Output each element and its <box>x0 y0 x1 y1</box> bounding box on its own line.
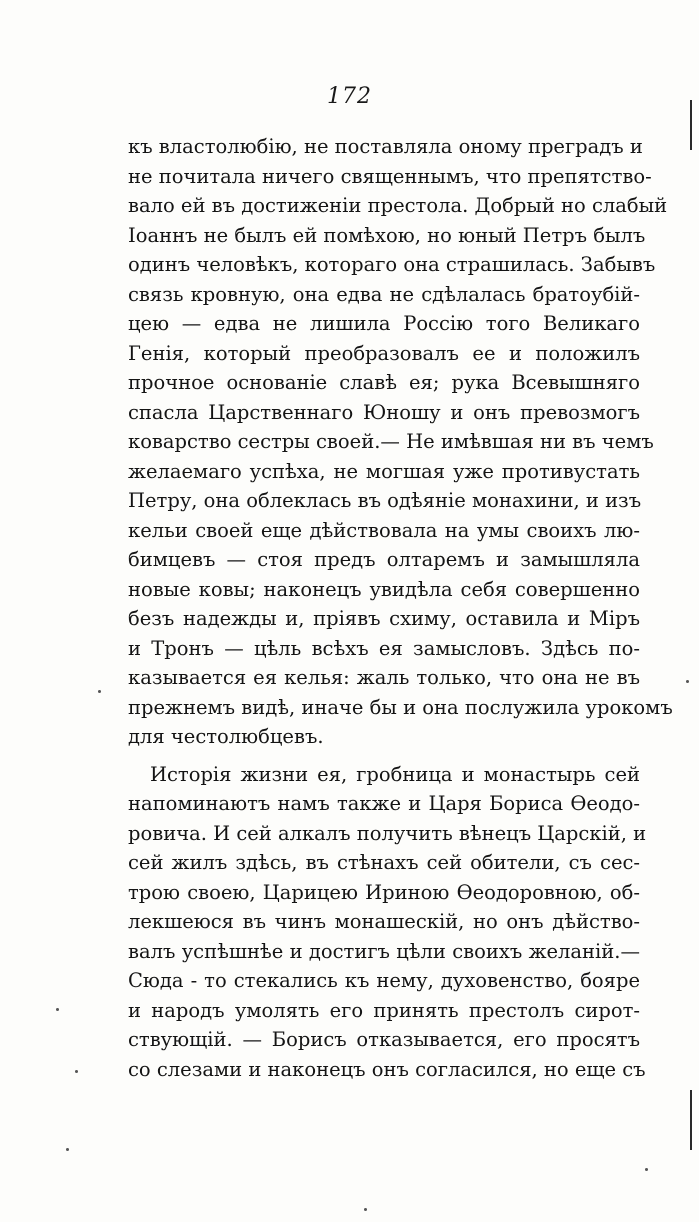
page-number: 172 <box>327 84 372 109</box>
scan-speck <box>645 1168 648 1171</box>
page-edge-mark <box>690 1090 692 1150</box>
text-line: напоминаютъ намъ также и Царя Бориса Ѳеодо- <box>128 792 640 815</box>
text-line: связь кровную, она едва не сдѣлалась братоубій- <box>128 282 640 306</box>
text-line: трою своею, Царицею Ириною Ѳеодоровною, об- <box>128 880 640 904</box>
scan-speck <box>364 1208 367 1211</box>
text-line: сей жилъ здѣсь, въ стѣнахъ сей обители, съ сес- <box>128 851 640 874</box>
text-line: безъ надежды и, пріявъ схиму, оставила и Міръ <box>128 607 640 630</box>
text-line: Генія, который преобразовалъ ее и положилъ <box>128 341 640 365</box>
text-line: къ властолюбію, не поставляла оному преградъ и <box>128 135 643 158</box>
text-line: одинъ человѣкъ, котораго она страшилась. Забывъ <box>128 253 656 276</box>
text-line: и Тронъ — цѣль всѣхъ ея замысловъ. Здѣсь по- <box>128 636 640 660</box>
text-line: и народъ умолять его принять престолъ сирот- <box>128 998 640 1022</box>
scan-speck <box>56 1008 59 1011</box>
text-line: новые ковы; наконецъ увидѣла себя совершенно <box>128 577 640 601</box>
scan-speck <box>66 1148 69 1151</box>
text-line: вало ей въ достиженіи престола. Добрый но слабый <box>128 194 668 217</box>
paragraph-first-line: Исторія жизни ея, гробница и монастырь сей <box>150 762 640 786</box>
text-line: прочное основаніе славѣ ея; рука Всевышняго <box>128 371 640 394</box>
text-line: прежнемъ видѣ, иначе бы и она послужила урокомъ <box>128 695 673 719</box>
scan-speck <box>75 1070 78 1073</box>
text-line: валъ успѣшнѣе и достигъ цѣли своихъ желаній.— <box>128 939 640 963</box>
page-edge-mark <box>690 100 692 150</box>
scan-speck <box>686 680 689 683</box>
text-line: со слезами и наконецъ онъ согласился, но еще съ <box>128 1057 646 1081</box>
text-line: коварство сестры своей.— Не имѣвшая ни въ чемъ <box>128 430 654 453</box>
text-line: спасла Царственнаго Юношу и онъ превозмогъ <box>128 400 640 424</box>
text-line: Іоаннъ не былъ ей помѣхою, но юный Петръ былъ <box>128 223 646 247</box>
text-line: казывается ея келья: жаль только, что она не въ <box>128 666 640 689</box>
text-line: желаемаго успѣха, не могшая уже противустать <box>128 459 640 483</box>
text-line: лекшеюся въ чинъ монашескій, но онъ дѣйство- <box>128 910 640 933</box>
text-line: кельи своей еще дѣйствовала на умы своихъ лю- <box>128 518 640 542</box>
scan-speck <box>98 690 101 693</box>
text-line: Петру, она облеклась въ одѣяніе монахини, и изъ <box>128 489 642 512</box>
text-line: для честолюбцевъ. <box>128 725 324 748</box>
text-line: Сюда - то стекались къ нему, духовенство, бояре <box>128 969 640 992</box>
text-line: ствующій. — Борисъ отказывается, его просятъ <box>128 1028 640 1051</box>
text-line: не почитала ничего священнымъ, что препятство- <box>128 164 652 188</box>
text-line: цею — едва не лишила Россію того Великаго <box>128 312 640 335</box>
text-line: бимцевъ — стоя предъ олтаремъ и замышляла <box>128 548 640 571</box>
body-text <box>128 132 673 1084</box>
text-line: ровича. И сей алкалъ получить вѣнецъ Царскій, и <box>128 821 647 845</box>
